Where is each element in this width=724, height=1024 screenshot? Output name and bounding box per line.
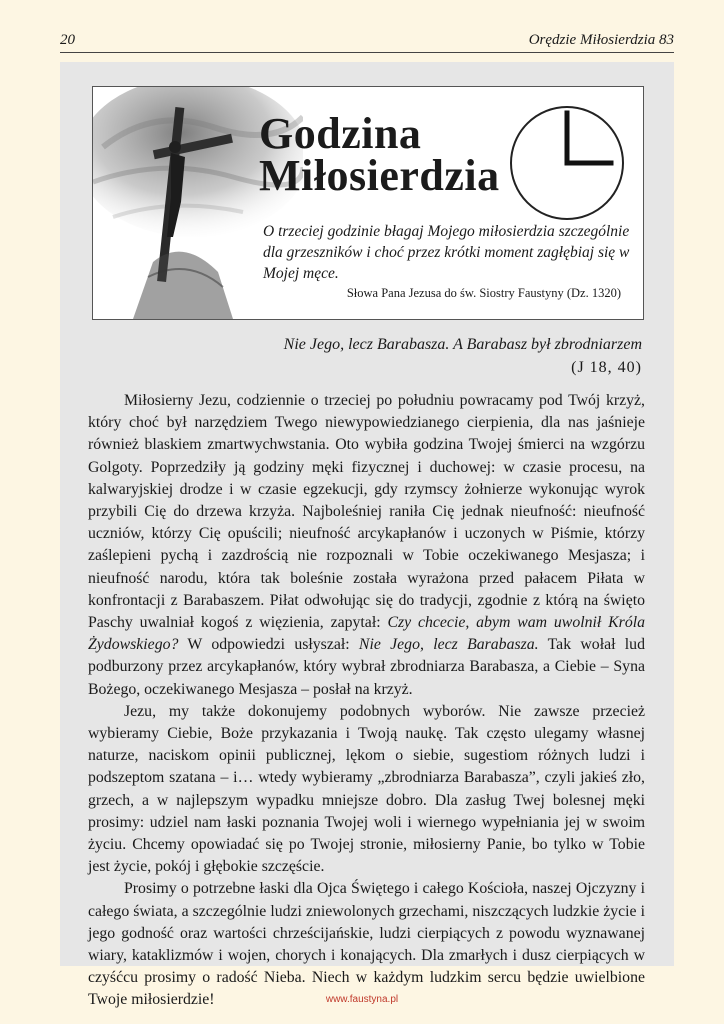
paragraph-3: Prosimy o potrzebne łaski dla Ojca Świętego i całego Kościoła, naszej Ojczyzny i całego świata, a szczególnie ludzi zniewolonych grzechami, niszczących ludzkie życie i jego godność oraz wartości chrześcijańskie, ludzi cierpiących z powodu wyznawanej wiary, kataklizmów i wojen, chorych i konających. Dla zmarłych i dusz cierpiących w czyśćcu prosimy o radość Nieba. Niech w każdym ludzkim sercu będzie uwielbione Twoje miłosierdzie! (88, 880, 645, 1009)
running-head-title: Orędzie Miłosierdzia 83 (528, 32, 674, 48)
title-line-1: Godzina (259, 109, 422, 158)
paragraph-1-part-b: W odpowiedzi usłyszał: (178, 636, 359, 654)
clock-icon (507, 103, 627, 223)
paragraph-1-quote-1: Czy chcecie, abym wam uwolnił Króla Żydowskiego? (88, 614, 646, 654)
page-title (259, 109, 500, 200)
paragraph-1-quote-2: Nie Jego, lecz Barabasza. (358, 636, 539, 654)
paragraph-1-part-c: Tak wołał lud podburzony przez arcykapłanów, który wybrał zbrodniarza Barabasza, a Ciebie – Syna Bożego, oczekiwanego Mesjasza – posłał na krzyż. (88, 636, 645, 698)
footer-link[interactable]: www.faustyna.pl (325, 994, 399, 1005)
epigraph-reference: (J 18, 40) (571, 359, 642, 376)
paragraph-1-part-a: Miłosierny Jezu, codziennie o trzeciej po południu powracamy pod Twój krzyż, który choć był narzędziem Twego niewypowiedzianego cierpienia, dla nas jaśnieje również blaskiem zmartwychwstania. Oto wybiła godzina Twojej śmierci na wzgórzu Golgoty. Poprzedziły ją godziny męki fizycznej i duchowej: w czasie procesu, na kalwaryjskiej drodze i w czasie egzekucji, gdy rzymscy żołnierze wykonując wyrok przybili Cię do drzewa krzyża. Najboleśniej raniła Cię jednak nieufność: nieufność uczniów, którzy Cię opuścili; nieufność arcykapłanów i uczonych w Piśmie, którzy zaślepieni pychą i zazdrością nie rozpoznali w Tobie oczekiwanego Mesjasza; i nieufność narodu, która tak boleśnie została wyrażona przed pałacem Piłata w konfrontacji z Barabaszem. Piłat odwołując się do tradycji, zgodnie z którą na święto Paschy uwalniał kogoś z więzienia, zapytał: (88, 392, 645, 632)
lead-quote: O trzeciej godzinie błagaj Mojego miłosierdzia szczególnie dla grzeszników i choć przez krótki moment zagłębiaj się w Mojej męce. (263, 223, 630, 282)
running-header (60, 32, 674, 53)
article-body (88, 390, 645, 1012)
lead-source: Słowa Pana Jezusa do św. Siostry Faustyny (Dz. 1320) (346, 286, 621, 300)
paragraph-1 (88, 390, 645, 701)
paragraph-2: Jezu, my także dokonujemy podobnych wyborów. Nie zawsze przecież wybieramy Ciebie, Boże przykazania i Twoją naukę. Tak często ulegamy własnej naturze, naciskom opinii publicznej, lękom o siebie, sugestiom różnych ludzi i podszeptom szatana – i… wtedy wybieramy „zbrodniarza Barabasza”, czyli jakieś zło, grzech, a w najlepszym wypadku mniejsze dobro. Dla zasług Twej bolesnej męki prosimy: udziel nam łaski poznania Twojej woli i wiernego wypełniania jej w swoim życiu. Chcemy opowiadać się po Twojej stronie, miłosierny Panie, bo tylko w Tobie jest życie, pokój i głębokie szczęście. (88, 702, 645, 876)
title-line-2: Miłosierdzia (259, 151, 500, 200)
epigraph-text: Nie Jego, lecz Barabasza. A Barabasz był zbrodniarzem (283, 336, 642, 353)
title-banner (92, 86, 644, 320)
page-number: 20 (60, 32, 75, 48)
